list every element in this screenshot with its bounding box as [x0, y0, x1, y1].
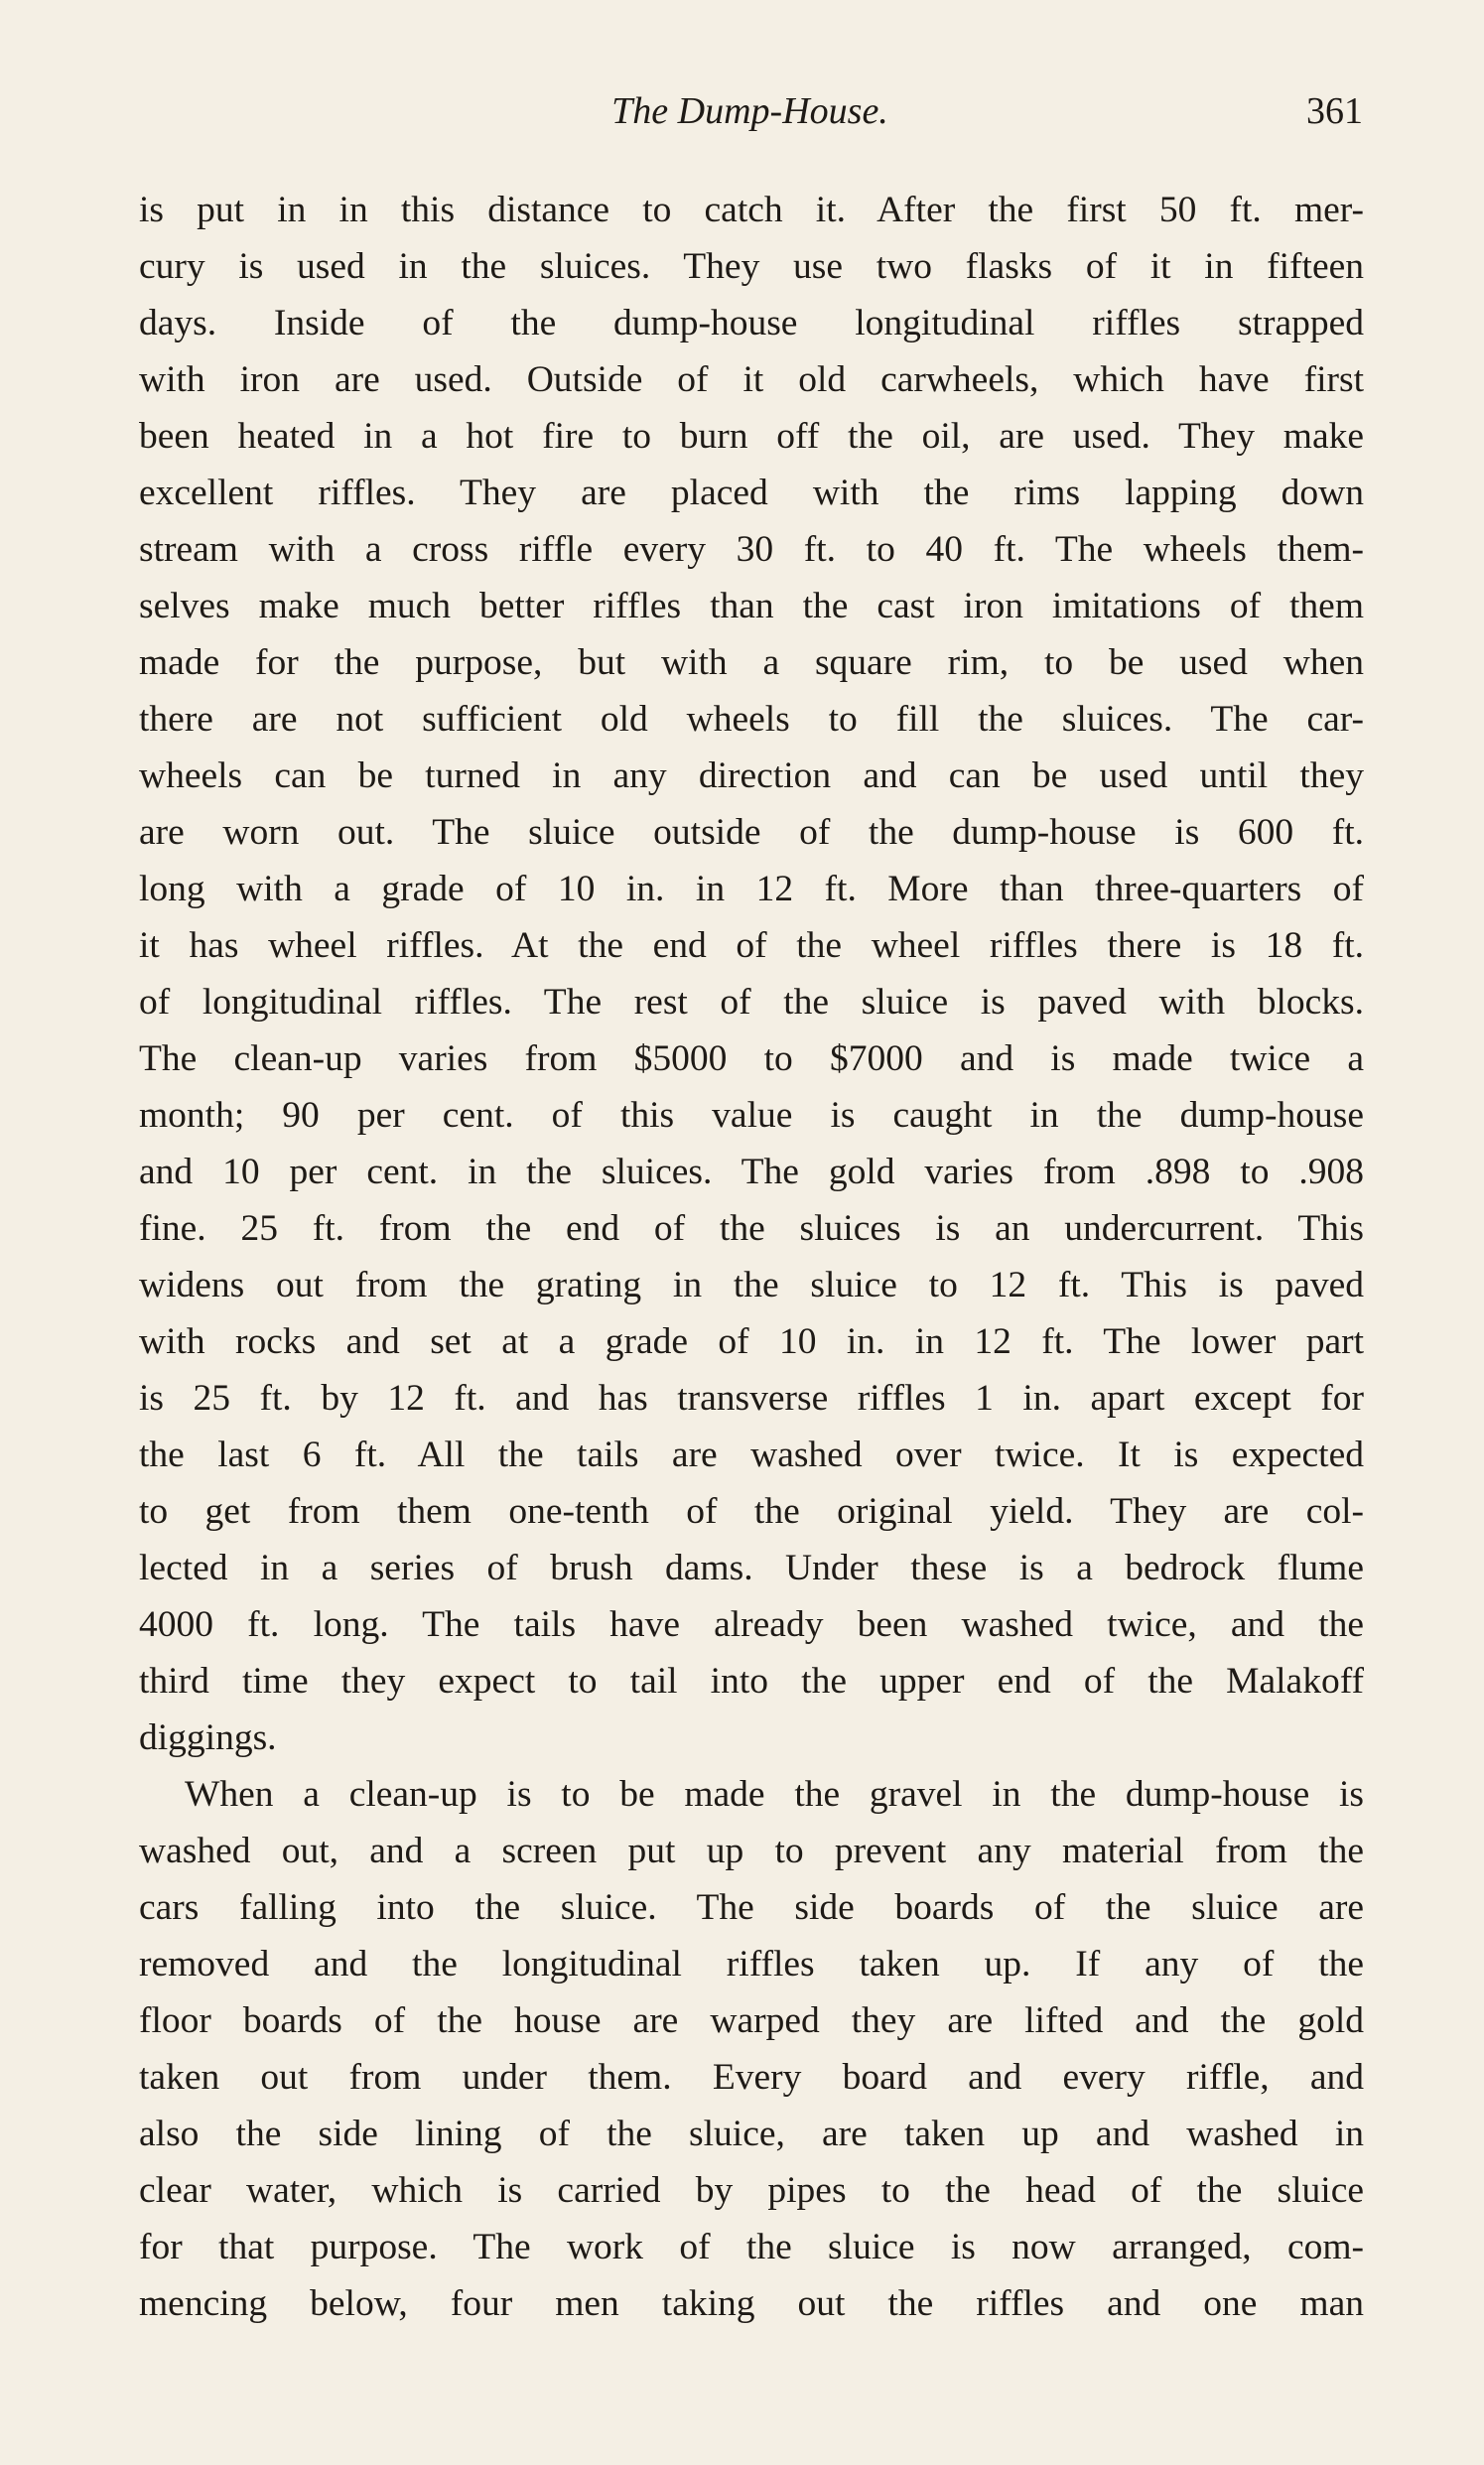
- text-line: with iron are used. Outside of it old carwheels, which have first: [139, 359, 1364, 400]
- text-line: cury is used in the sluices. They use two flasks of it in fifteen: [139, 246, 1364, 287]
- running-title: The Dump-House.: [611, 90, 888, 132]
- text-line: mencing below, four men taking out the riffles and one man: [139, 2283, 1364, 2324]
- text-line: wheels can be turned in any direction and can be used until they: [139, 755, 1364, 796]
- text-line: for that purpose. The work of the sluice is now arranged, com-: [139, 2227, 1364, 2267]
- text-line: stream with a cross riffle every 30 ft. to 40 ft. The wheels them-: [139, 529, 1364, 570]
- text-line: fine. 25 ft. from the end of the sluices is an undercurrent. This: [139, 1208, 1364, 1249]
- text-line: cars falling into the sluice. The side boards of the sluice are: [139, 1887, 1364, 1928]
- text-line: long with a grade of 10 in. in 12 ft. More than three-quarters of: [139, 869, 1364, 909]
- text-line: and 10 per cent. in the sluices. The gold varies from .898 to .908: [139, 1152, 1364, 1192]
- page-header: [137, 89, 1363, 139]
- text-line: excellent riffles. They are placed with the rims lapping down: [139, 473, 1364, 513]
- text-line: month; 90 per cent. of this value is caught in the dump-house: [139, 1095, 1364, 1136]
- text-line: third time they expect to tail into the upper end of the Malakoff: [139, 1661, 1364, 1702]
- text-line: diggings.: [139, 1717, 277, 1758]
- text-line: clear water, which is carried by pipes to the head of the sluice: [139, 2170, 1364, 2211]
- text-line: 4000 ft. long. The tails have already been washed twice, and the: [139, 1604, 1364, 1645]
- text-line: is put in in this distance to catch it. After the first 50 ft. mer-: [139, 190, 1364, 230]
- text-line: washed out, and a screen put up to prevent any material from the: [139, 1831, 1364, 1871]
- paragraph-1: [139, 182, 1364, 1766]
- text-line: there are not sufficient old wheels to fill the sluices. The car-: [139, 699, 1364, 740]
- text-line: days. Inside of the dump-house longitudinal riffles strapped: [139, 303, 1364, 343]
- text-line: is 25 ft. by 12 ft. and has transverse riffles 1 in. apart except for: [139, 1378, 1364, 1419]
- page-number: 361: [1306, 90, 1363, 132]
- text-line: the last 6 ft. All the tails are washed over twice. It is expected: [139, 1435, 1364, 1475]
- paragraph-2: [139, 1766, 1364, 2332]
- text-line: selves make much better riffles than the cast iron imitations of them: [139, 586, 1364, 626]
- text-line: with rocks and set at a grade of 10 in. in 12 ft. The lower part: [139, 1321, 1364, 1362]
- text-line: of longitudinal riffles. The rest of the sluice is paved with blocks.: [139, 982, 1364, 1023]
- text-line: taken out from under them. Every board and every riffle, and: [139, 2057, 1364, 2098]
- text-line: widens out from the grating in the sluice to 12 ft. This is paved: [139, 1265, 1364, 1305]
- text-line: are worn out. The sluice outside of the dump-house is 600 ft.: [139, 812, 1364, 853]
- text-line: made for the purpose, but with a square rim, to be used when: [139, 642, 1364, 683]
- body-text: [139, 182, 1364, 2332]
- text-line: floor boards of the house are warped they are lifted and the gold: [139, 2000, 1364, 2041]
- text-line: also the side lining of the sluice, are taken up and washed in: [139, 2114, 1364, 2154]
- text-line: to get from them one-tenth of the original yield. They are col-: [139, 1491, 1364, 1532]
- text-line: The clean-up varies from $5000 to $7000 and is made twice a: [139, 1038, 1364, 1079]
- text-line: been heated in a hot fire to burn off the oil, are used. They make: [139, 416, 1364, 457]
- text-line: it has wheel riffles. At the end of the wheel riffles there is 18 ft.: [139, 925, 1364, 966]
- text-line: removed and the longitudinal riffles taken up. If any of the: [139, 1944, 1364, 1985]
- text-line: When a clean-up is to be made the gravel in the dump-house is: [185, 1774, 1364, 1815]
- text-line: lected in a series of brush dams. Under these is a bedrock flume: [139, 1548, 1364, 1588]
